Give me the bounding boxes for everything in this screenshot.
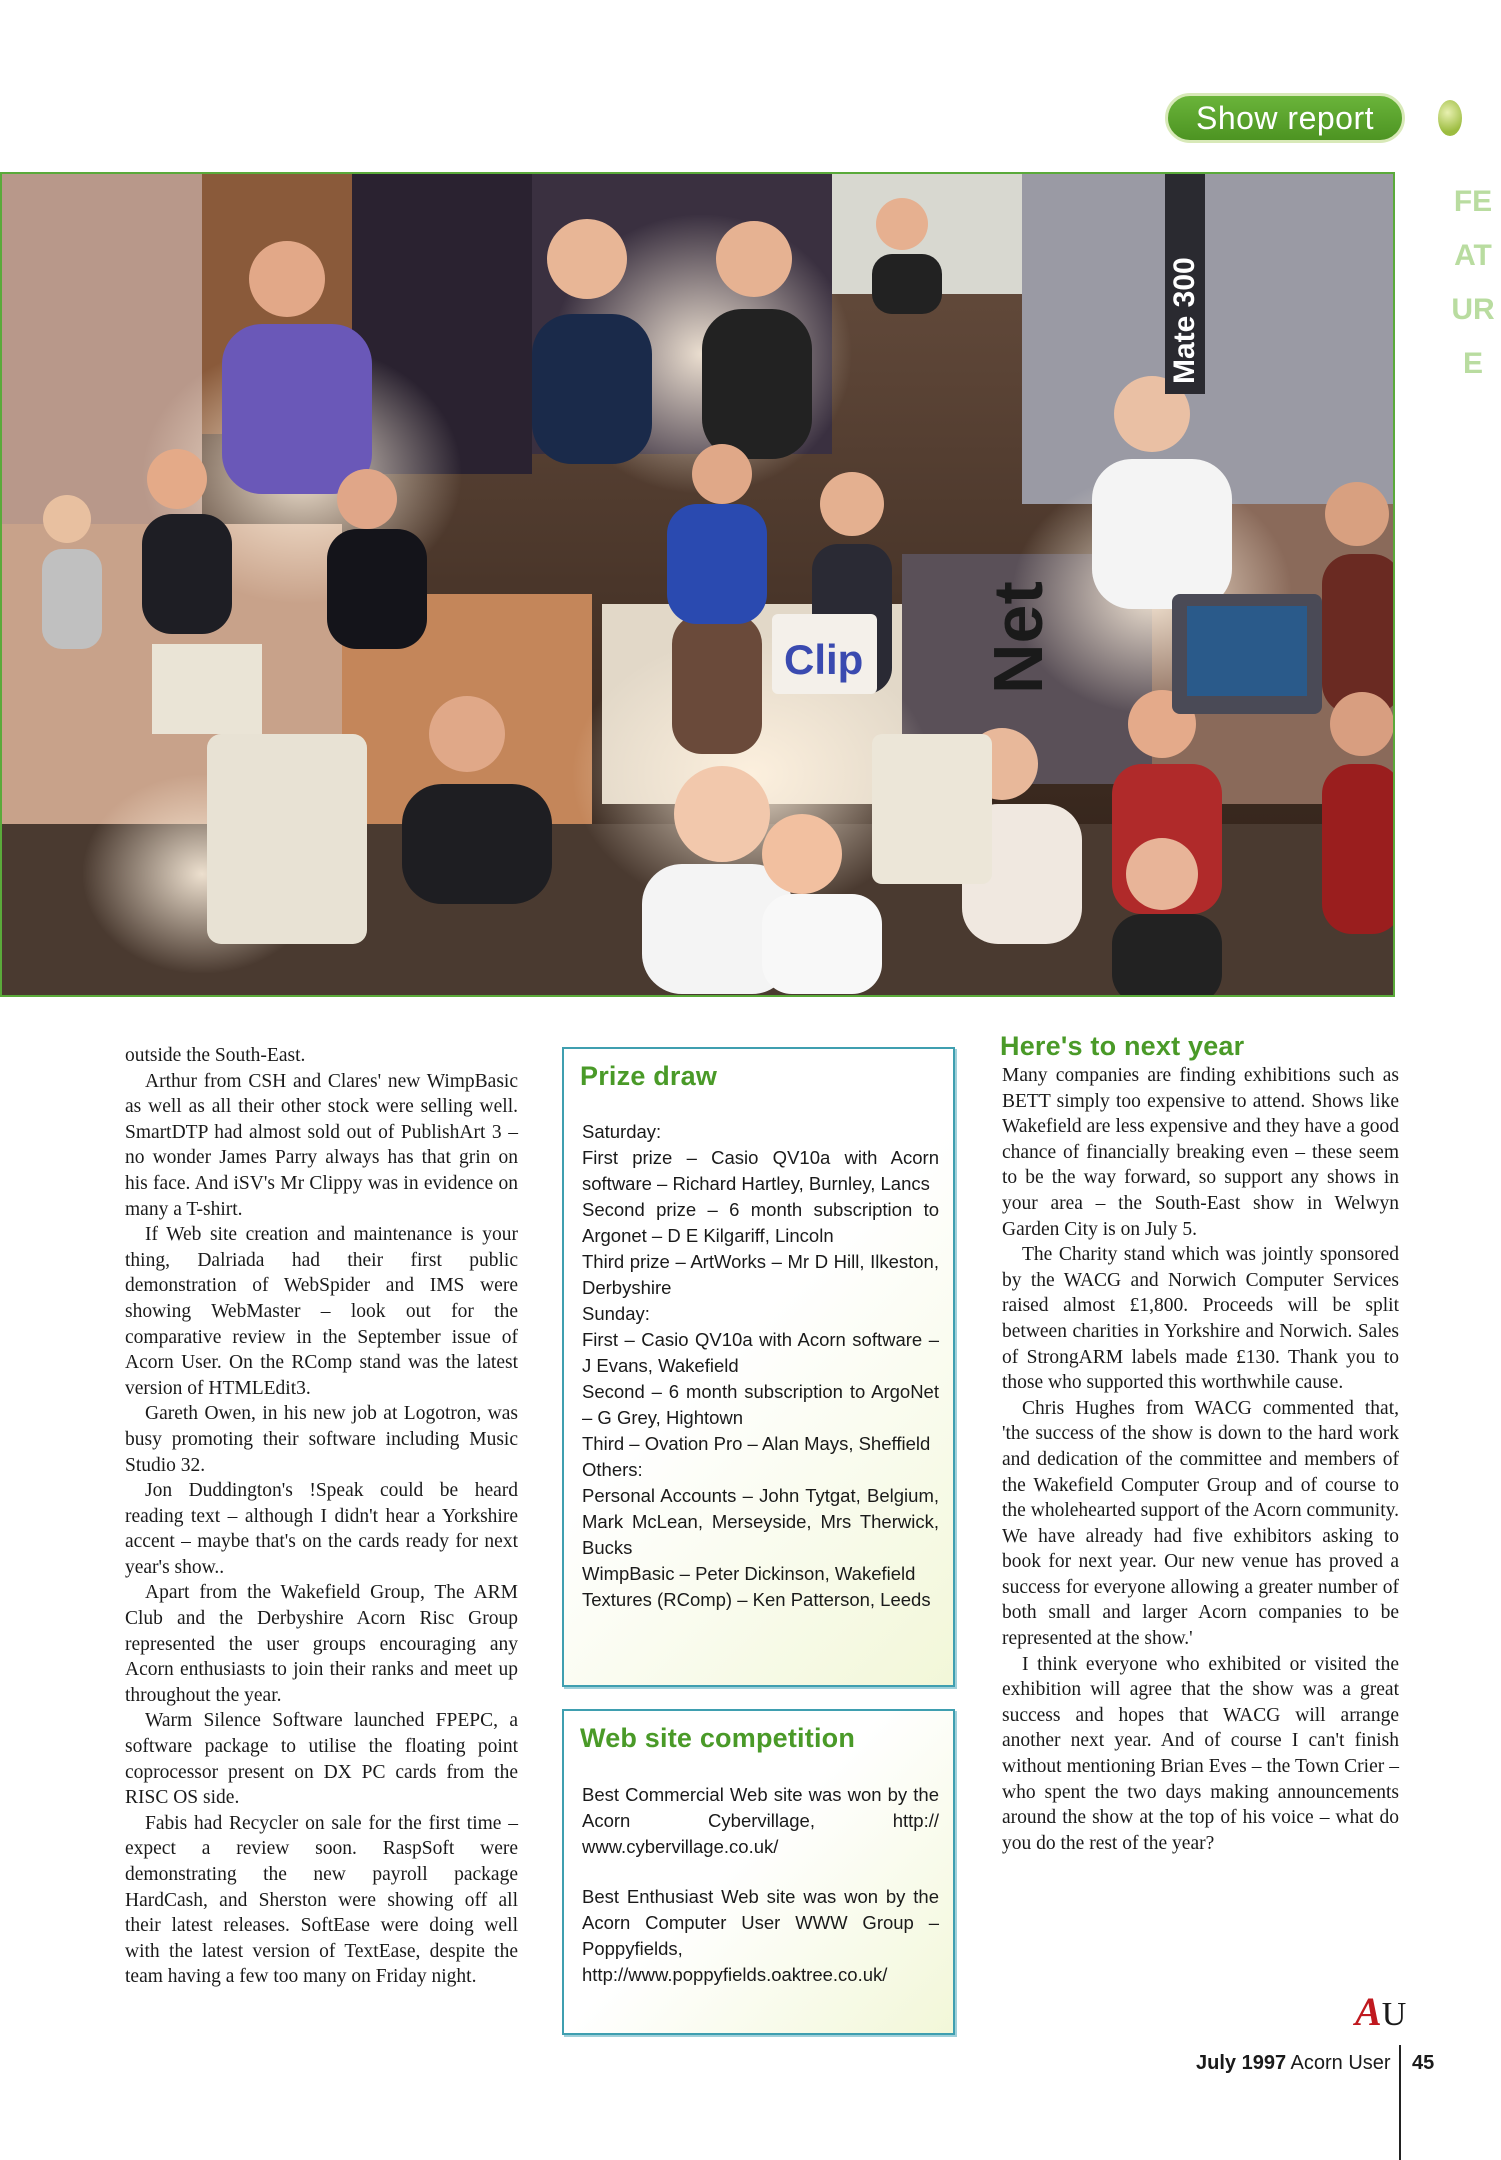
paragraph: Gareth Owen, in his new job at Logotron, was busy promoting their software including Music Studio 32.	[125, 1403, 518, 1476]
page-footer	[1196, 2052, 1391, 2075]
prize-line: Sunday:	[582, 1303, 650, 1324]
footer-divider	[1399, 2045, 1401, 2160]
acorn-user-end-logo	[1355, 1988, 1406, 2035]
collage-image	[2, 174, 1393, 995]
prize-line: Second prize – 6 month subscription to Argonet – D E Kilgariff, Lincoln	[582, 1199, 939, 1246]
paragraph: Arthur from CSH and Clares' new WimpBasic as well as all their other stock were selling well. SmartDTP had almost sold out of PublishArt 3 – no wonder James Parry always has that grin on his face. And iSV's Mr Clippy was in evidence on many a T-shirt.	[125, 1070, 518, 1220]
magazine-name: Acorn User	[1290, 2052, 1391, 2074]
article-column-right	[1002, 1063, 1399, 1856]
prize-line: First prize – Casio QV10a with Acorn software – Richard Hartley, Burnley, Lancs	[582, 1147, 939, 1194]
prize-line: Saturday:	[582, 1121, 662, 1142]
booth-sign-clip	[772, 614, 877, 694]
paragraph: Warm Silence Software launched FPEPC, a software package to utilise the floating point coprocessor present on DX PC cards from the RISC OS side.	[125, 1710, 518, 1809]
paragraph: Apart from the Wakefield Group, The ARM Club and the Derbyshire Acorn Risc Group represented the user groups encouraging any Acorn enthusiasts to join their ranks and meet up throughout the year.	[125, 1582, 518, 1706]
sign-mate-text: Mate 300	[1168, 257, 1201, 384]
sign-net-text: Net	[979, 581, 1057, 694]
issue-date: July 1997	[1196, 2052, 1287, 2074]
paragraph: Many companies are finding exhibitions such as BETT simply too expensive to attend. Shows like Wakefield are less expensive and they have a good chance of financially breaking even – these seem to be the way forward, so support any shows in your area – the South-East show in Welwyn Garden City is on July 5.	[1002, 1065, 1399, 1240]
prize-draw-box	[562, 1047, 955, 1687]
web-competition-title: Web site competition	[580, 1723, 856, 1753]
web-winner-enthusiast: Best Enthusiast Web site was won by the Acorn Computer User WWW Group – Poppyfields, http://www.poppyfields.oaktree.co.uk/	[582, 1886, 939, 1985]
web-competition-text	[582, 1782, 939, 1988]
sign-clip-text: Clip	[784, 636, 864, 683]
booth-sign-net	[979, 581, 1057, 694]
booth-sign-mate	[1165, 174, 1205, 394]
page-number: 45	[1412, 2052, 1435, 2074]
article-column-left	[125, 1043, 518, 1990]
section-heading: Here's to next year	[1000, 1031, 1245, 1061]
paragraph: outside the South-East.	[125, 1045, 306, 1066]
prize-line: WimpBasic – Peter Dickinson, Wakefield	[582, 1563, 916, 1584]
paragraph: Jon Duddington's !Speak could be heard reading text – although I didn't hear a Yorkshire accent – maybe that's on the cards ready for next year's show..	[125, 1480, 518, 1578]
prize-line: Others:	[582, 1459, 643, 1480]
logo-u: U	[1381, 1996, 1407, 2033]
prize-line: Textures (RComp) – Ken Patterson, Leeds	[582, 1589, 931, 1610]
prize-line: Second – 6 month subscription to ArgoNet – G Grey, Hightown	[582, 1381, 939, 1428]
paragraph: Fabis had Recycler on sale for the first time – expect a review soon. RaspSoft were demonstrating the new payroll package HardCash, and Sherston were showing off all their latest releases. SoftEase were doing well with the latest version of TextEase, despite the team having a few too many on Friday night.	[125, 1812, 518, 1988]
prize-line: First – Casio QV10a with Acorn software – J Evans, Wakefield	[582, 1329, 939, 1376]
prize-list	[582, 1119, 939, 1613]
paragraph: The Charity stand which was jointly sponsored by the WACG and Norwich Computer Services raised almost £1,800. Proceeds will be split between charities in Yorkshire and Norwich. Sales of StrongARM labels made £130. Thank you to those who supported this worthwhile cause.	[1002, 1244, 1399, 1394]
paragraph: Chris Hughes from WACG commented that, 'the success of the show is down to the hard work and dedication of the committee and members of the Wakefield Computer Group and of course to the wholehearted support of the Acorn community. We have already had five exhibitors asking to book for next year. Our new venue has proved a success for everyone allowing a greater number of both small and larger Acorn companies to be represented at the show.'	[1002, 1397, 1399, 1650]
web-competition-box	[562, 1709, 955, 2035]
prize-line: Third prize – ArtWorks – Mr D Hill, Ilkeston, Derbyshire	[582, 1251, 939, 1298]
web-winner-commercial: Best Commercial Web site was won by the Acorn Cybervillage, http:// www.cybervillage.co.uk/	[582, 1784, 939, 1857]
paragraph: I think everyone who exhibited or visited the exhibition will agree that the show was a great success and hopes that WACG will arrange another next year. And of course I can't finish without mentioning Brian Eves – the Town Crier – who spent the two days making announcements around the show at the top of his voice – what do you do the rest of the year?	[1002, 1653, 1399, 1854]
tab-bullet-icon	[1438, 100, 1462, 136]
section-tab: Show report	[1165, 93, 1405, 143]
photo-collage	[0, 172, 1395, 997]
feature-vertical-label: FEATURE	[1451, 185, 1495, 380]
prize-draw-title: Prize draw	[580, 1061, 718, 1091]
prize-line: Third – Ovation Pro – Alan Mays, Sheffield	[582, 1433, 931, 1454]
paragraph: If Web site creation and maintenance is your thing, Dalriada had their first public demonstration of WebSpider and IMS were showing WebMaster – look out for the comparative review in the September issue of Acorn User. On the RComp stand was the latest version of HTMLEdit3.	[125, 1224, 518, 1399]
logo-a: A	[1355, 1989, 1382, 2034]
prize-line: Personal Accounts – John Tytgat, Belgium, Mark McLean, Merseyside, Mrs Therwick, Bucks	[582, 1485, 939, 1558]
